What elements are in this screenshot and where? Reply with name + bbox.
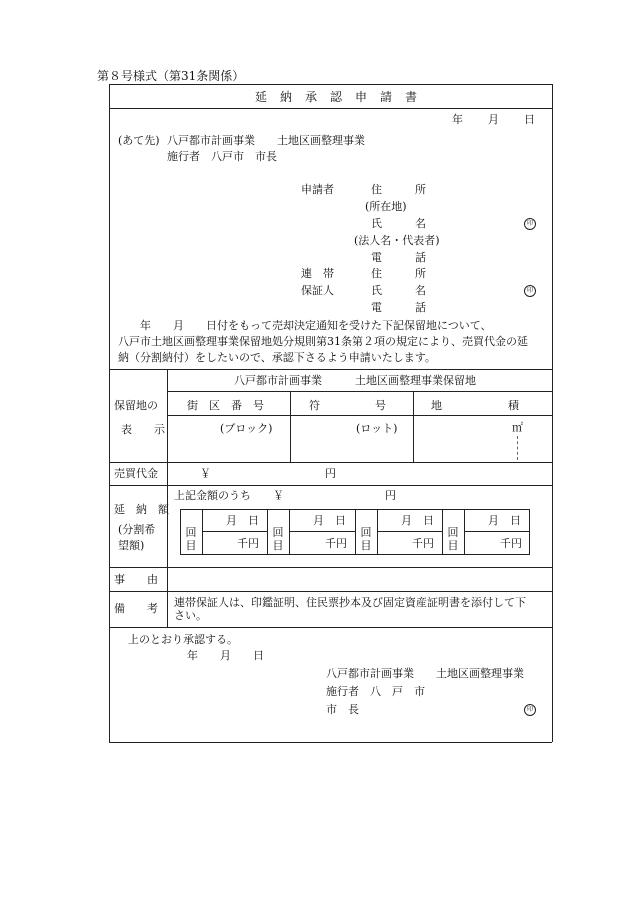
guarantor-address: 住 所 [371, 267, 426, 280]
guarantor-phone: 電 話 [371, 301, 426, 314]
installment-divider-4 [442, 509, 443, 555]
lot-value: (ロット) [356, 422, 398, 435]
form-title: 延納承認申請書 [255, 90, 431, 104]
deferred-en: 円 [385, 489, 396, 502]
reason-row-top [109, 567, 552, 568]
installment-kai-divider-4 [464, 509, 465, 555]
table-top [109, 369, 552, 370]
date-month: 月 [488, 113, 499, 126]
header-block-number: 街 区 番 号 [187, 399, 264, 412]
approval-executor: 施行者 八 戸 市 [326, 685, 425, 698]
frame-right [552, 84, 553, 742]
reason-row-bottom [109, 591, 552, 592]
installment-mid-3 [377, 531, 442, 532]
installment-divider-3 [355, 509, 356, 555]
installment-divider-2 [267, 509, 268, 555]
installment-4-date: 月 日 [488, 514, 521, 527]
price-row-bottom [109, 485, 552, 486]
remarks-line1: 連帯保証人は、印鑑証明、住民票抄本及び固定資産証明書を添付して下 [174, 596, 526, 609]
installment-mid-1 [202, 531, 267, 532]
guarantor-name: 氏 名 [371, 284, 426, 297]
applicant-address: 住 所 [371, 183, 426, 196]
installment-4-kai: 回目 [447, 526, 459, 552]
installment-kai-divider-1 [202, 509, 203, 555]
guarantor-label2: 保証人 [301, 284, 334, 297]
land-header-bottom [167, 415, 552, 416]
mayor-seal-icon: 印 [524, 704, 536, 716]
installment-4-amount: 千円 [500, 537, 522, 550]
form-number: 第８号様式（第31条関係） [97, 69, 245, 83]
installment-2-amount: 千円 [325, 537, 347, 550]
approval-date: 年 月 日 [187, 649, 264, 662]
installment-1-kai: 回目 [185, 526, 197, 552]
land-project: 八戸都市計画事業 土地区画整理事業保留地 [234, 374, 476, 387]
frame-left [109, 84, 110, 742]
remarks-row-bottom [109, 627, 552, 628]
installment-2-date: 月 日 [313, 514, 346, 527]
frame-title-bottom [109, 108, 552, 109]
installment-mid-4 [464, 531, 530, 532]
price-yen: ￥ [200, 467, 211, 480]
land-col-divider-2 [413, 391, 414, 462]
approval-mayor: 市 長 [326, 703, 359, 716]
price-row-top [109, 462, 552, 463]
area-unit: ㎡ [512, 421, 523, 434]
applicant-phone: 電 話 [371, 251, 426, 264]
remarks-line2: さい。 [174, 609, 207, 622]
applicant-label: 申請者 [301, 183, 334, 196]
block-value: (ブロック) [220, 422, 273, 435]
land-col-divider-1 [290, 391, 291, 462]
deferred-label2: (分割希 [118, 523, 156, 536]
date-year: 年 [452, 113, 463, 126]
body-line2: 八戸市土地区画整理事業保留地処分規則第31条第２項の規定により、売買代金の延 [118, 335, 528, 348]
date-day: 日 [524, 113, 535, 126]
applicant-name-note: (法人名・代表者) [354, 234, 440, 247]
applicant-address-note: (所在地) [365, 200, 407, 213]
frame-bottom [109, 742, 552, 743]
land-label2: 表 示 [121, 423, 165, 436]
land-project-bottom [167, 391, 552, 392]
land-label1: 保留地の [114, 399, 158, 412]
installment-1-date: 月 日 [226, 514, 259, 527]
header-area: 地 積 [431, 399, 519, 412]
body-line3: 納（分割納付）をしたいので、承認下さるよう申請いたします。 [118, 351, 436, 364]
installment-2-kai: 回目 [272, 526, 284, 552]
deferred-label3: 望額) [118, 539, 145, 552]
installment-mid-2 [289, 531, 355, 532]
deferred-label1: 延 納 額 [114, 503, 169, 516]
guarantor-label1: 連 帯 [301, 267, 334, 280]
addressee-label: (あて先) [118, 134, 160, 147]
reason-label: 事 由 [114, 573, 158, 586]
frame-top [109, 84, 552, 85]
approval-text: 上のとおり承認する。 [128, 633, 238, 646]
applicant-name: 氏 名 [371, 217, 426, 230]
addressee-line2: 施行者 八戸市 市長 [167, 150, 277, 163]
installment-3-kai: 回目 [360, 526, 372, 552]
remarks-label: 備 考 [114, 602, 158, 615]
installment-kai-divider-2 [289, 509, 290, 555]
installment-3-date: 月 日 [401, 514, 434, 527]
area-decimal-divider [517, 436, 518, 460]
installment-1-amount: 千円 [237, 537, 259, 550]
applicant-seal-icon: 印 [524, 218, 536, 230]
guarantor-seal-icon: 印 [524, 285, 536, 297]
price-label: 売買代金 [114, 467, 158, 480]
header-lot-code: 符 号 [309, 399, 386, 412]
deferred-intro: 上記金額のうち ￥ [174, 489, 284, 502]
price-en: 円 [325, 467, 336, 480]
addressee-line1: 八戸都市計画事業 土地区画整理事業 [167, 134, 365, 147]
table-label-divider [167, 369, 168, 627]
approval-project: 八戸都市計画事業 土地区画整理事業 [326, 667, 524, 680]
installment-3-amount: 千円 [412, 537, 434, 550]
installment-kai-divider-3 [377, 509, 378, 555]
body-line1: 年 月 日付をもって売却決定通知を受けた下記保留地について、 [118, 319, 492, 332]
